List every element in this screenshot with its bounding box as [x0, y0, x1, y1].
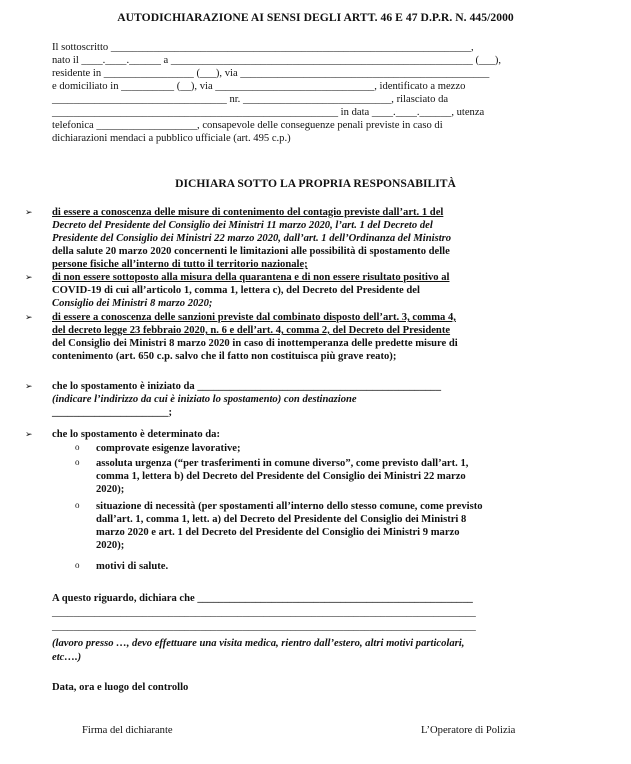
header-line-birth: nato il ____.____.______ a _________________________________________________________ (___), — [52, 55, 502, 66]
header-line-issue-date: ______________________________________________________ in data ____.____.______, utenza — [52, 107, 485, 118]
reason-work: comprovate esigenze lavorative; — [96, 443, 241, 454]
bullet-sanctions: di essere a conoscenza delle sanzioni previste dal combinato disposto dell’art. 3, comma 4, del decreto legge 23 febbraio 2020, n. 6 e dell’art. 4, comma 2, del Decreto del Presidente del Consiglio dei Ministri 8 marzo 2020 in caso di inottemperanza delle predette misure di contenimento (art. 650 c.p. salvo che il fatto non costituisca più grave reato); — [52, 312, 458, 362]
circle-bullet-icon: o — [75, 442, 80, 452]
blank-line: ________________________________________________________________________________ — [52, 621, 476, 632]
bullet-travel-origin: che lo spostamento è iniziato da ______________________________________________ (indicare l’indirizzo da cui è iniziato lo spostamento) con destinazione ______________________; — [52, 381, 442, 418]
header-line-residence: residente in _________________ (___), via _______________________________________________ — [52, 68, 490, 79]
signature-declarant-label: Firma del dichiarante — [82, 725, 173, 736]
arrow-bullet-icon: ➢ — [25, 207, 33, 217]
header-line-domicile: e domiciliato in __________ (__), via ______________________________, identificato a mezzo — [52, 81, 466, 92]
reason-health: motivi di salute. — [96, 561, 169, 572]
header-line-document: _________________________________ nr. ____________________________, rilasciato da — [52, 94, 449, 105]
circle-bullet-icon: o — [75, 457, 80, 467]
bullet-contagion-measures: di essere a conoscenza delle misure di contenimento del contagio previste dall’art. 1 del Decreto del Presidente del Consiglio dei Ministri 11 marzo 2020, l’art. 1 del Decreto del Presidente del Consiglio dei Ministri 22 marzo 2020, dall’art. 1 dell’Ordinanza del Ministro della salute 20 marzo 2020 concernenti le limitazioni alle possibilità di spostamento delle persone fisiche all’interno di tutto il territorio nazionale; — [52, 207, 452, 270]
header-line-phone: telefonica ___________________, consapevole delle conseguenze penali previste in caso di — [52, 120, 443, 131]
arrow-bullet-icon: ➢ — [25, 381, 33, 391]
header-line-name: Il sottoscritto ____________________________________________________________________, — [52, 42, 474, 53]
examples-note-line: (lavoro presso …, devo effettuare una visita medica, rientro dall’estero, altri motivi particolari, — [52, 638, 465, 649]
reason-urgency: assoluta urgenza (“per trasferimenti in comune diverso”, come previsto dall’art. 1, comma 1, lettera b) del Decreto del Presidente del Consiglio dei Ministri 22 marzo 2020); — [96, 458, 469, 495]
arrow-bullet-icon: ➢ — [25, 272, 33, 282]
declaration-heading: DICHIARA SOTTO LA PROPRIA RESPONSABILITÀ — [175, 177, 456, 190]
bullet-travel-reason: che lo spostamento è determinato da: — [52, 429, 221, 440]
circle-bullet-icon: o — [75, 560, 80, 570]
blank-line: ________________________________________________________________________________ — [52, 607, 476, 618]
arrow-bullet-icon: ➢ — [25, 312, 33, 322]
examples-note-line: etc….) — [52, 652, 82, 663]
signature-officer-label: L’Operatore di Polizia — [421, 725, 516, 736]
arrow-bullet-icon: ➢ — [25, 429, 33, 439]
control-label: Data, ora e luogo del controllo — [52, 682, 189, 693]
circle-bullet-icon: o — [75, 500, 80, 510]
reason-necessity: situazione di necessità (per spostamenti all’interno dello stesso comune, come previsto dall’art. 1, comma 1, lett. a) del Decreto del Presidente del Consiglio dei Ministri 8 marzo 2020 e art. 1 del Decreto del Presidente del Consiglio dei Ministri 9 marzo 2020); — [96, 501, 483, 551]
bullet-quarantine: di non essere sottoposto alla misura della quarantena e di non essere risultato positivo al COVID-19 di cui all’articolo 1, comma 1, lettera c), del Decreto del Presidente del Consiglio dei Ministri 8 marzo 2020; — [52, 272, 450, 309]
regard-line: A questo riguardo, dichiara che ____________________________________________________ — [52, 593, 473, 604]
form-title: AUTODICHIARAZIONE AI SENSI DEGLI ARTT. 46 E 47 D.P.R. N. 445/2000 — [117, 11, 514, 24]
header-line-declaration: dichiarazioni mendaci a pubblico ufficiale (art. 495 c.p.) — [52, 133, 291, 144]
